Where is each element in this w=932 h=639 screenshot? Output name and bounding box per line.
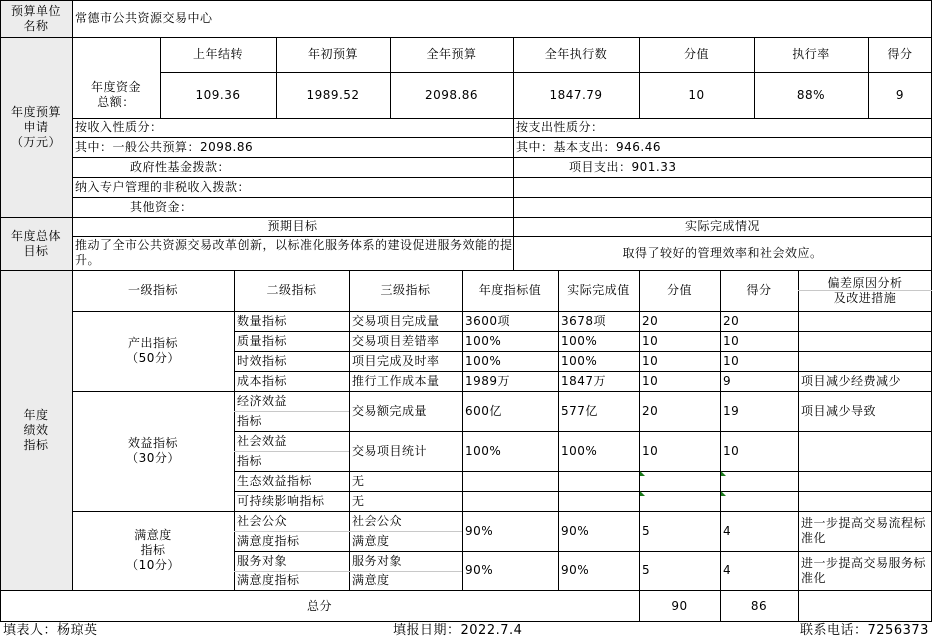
output-l2: 数量指标 — [237, 313, 288, 328]
cell-warning-marker — [640, 491, 645, 496]
service-actual: 90% — [561, 563, 590, 577]
public-value: 5 — [642, 523, 651, 538]
cell-warning-marker — [721, 491, 726, 496]
income-government-fund: 政府性基金拨款： — [130, 159, 231, 174]
budget-executed-value: 1847.79 — [549, 87, 603, 102]
footer-date: 填报日期：2022.7.4 — [393, 623, 523, 638]
expense-basic: 其中：基本支出：946.46 — [516, 139, 661, 154]
perf-header-deviation: 偏差原因分析 及改进措施 — [827, 275, 903, 305]
output-note: 项目减少经费减少 — [801, 373, 902, 388]
perf-header-actual: 实际完成值 — [567, 283, 630, 297]
perf-section-label: 年度 绩效 指标 — [0, 270, 72, 590]
expense-project: 项目支出：901.33 — [569, 159, 677, 174]
public-l3-line2: 满意度 — [352, 533, 390, 548]
public-l3-line1: 社会公众 — [352, 513, 403, 528]
output-l3: 项目完成及时率 — [352, 353, 440, 368]
economic-actual: 577亿 — [561, 403, 598, 418]
goals-section-label: 年度总体 目标 — [0, 217, 72, 270]
budget-header-carryover: 上年结转 — [192, 47, 243, 61]
economic-l2-line1: 经济效益 — [237, 393, 288, 408]
economic-score: 19 — [723, 403, 740, 418]
output-score: 9 — [723, 373, 732, 388]
output-value: 10 — [642, 333, 659, 348]
service-value: 5 — [642, 563, 651, 577]
cell-warning-marker — [640, 471, 645, 476]
budget-header-annual: 全年预算 — [426, 47, 477, 61]
output-actual: 100% — [561, 353, 598, 368]
social-value: 10 — [642, 443, 659, 458]
footer-phone: 联系电话：7256373 — [800, 623, 929, 638]
social-l2-line2: 指标 — [237, 453, 263, 468]
budget-header-execution-rate: 执行率 — [792, 47, 830, 61]
service-score: 4 — [723, 563, 732, 577]
budget-carryover-value: 109.36 — [195, 87, 241, 102]
unit-label: 预算单位 名称 — [0, 0, 72, 37]
public-l2-line1: 社会公众 — [237, 513, 288, 528]
output-actual: 1847万 — [561, 373, 607, 388]
budget-row-label: 年度资金 总额： — [90, 80, 141, 109]
perf-header-target: 年度指标值 — [478, 283, 542, 297]
social-target: 100% — [465, 443, 502, 458]
output-l3: 推行工作成本量 — [352, 373, 440, 388]
income-nontax: 纳入专户管理的非税收入拨款： — [75, 179, 251, 194]
output-score: 10 — [723, 333, 740, 348]
budget-header-initial: 年初预算 — [307, 47, 358, 61]
output-value: 10 — [642, 373, 659, 388]
social-l2-line1: 社会效益 — [237, 433, 288, 448]
total-value: 90 — [671, 598, 688, 613]
output-l3: 交易项目完成量 — [352, 313, 440, 328]
public-target: 90% — [465, 523, 494, 538]
output-target: 100% — [465, 333, 502, 348]
social-score: 10 — [723, 443, 740, 458]
perf-header-level3: 三级指标 — [380, 283, 431, 297]
output-l2: 成本指标 — [237, 373, 288, 388]
output-target: 100% — [465, 353, 502, 368]
output-target: 1989万 — [465, 373, 511, 388]
service-note: 进一步提高交易服务标准化 — [801, 555, 927, 585]
public-score: 4 — [723, 523, 732, 538]
output-actual: 3678项 — [561, 313, 607, 328]
sustainable-l2: 可持续影响指标 — [237, 493, 325, 508]
expense-title: 按支出性质分： — [516, 120, 604, 134]
public-l2-line2: 满意度指标 — [237, 533, 300, 548]
social-actual: 100% — [561, 443, 598, 458]
benefit-indicator-label: 效益指标 （30分） — [126, 436, 180, 465]
economic-note: 项目减少导致 — [801, 403, 877, 418]
output-score: 20 — [723, 313, 740, 328]
goals-expected-text: 推动了全市公共资源交易改革创新，以标准化服务体系的建设促进服务效能的提升。 — [75, 238, 513, 267]
output-l2: 时效指标 — [237, 353, 288, 368]
footer-filler: 填表人：杨琼英 — [3, 623, 98, 638]
budget-header-executed: 全年执行数 — [544, 47, 608, 61]
perf-header-level1: 一级指标 — [127, 283, 178, 297]
budget-section-label: 年度预算 申请 （万元） — [0, 37, 72, 217]
unit-name: 常德市公共资源交易中心 — [75, 11, 213, 25]
income-other: 其他资金： — [130, 199, 193, 214]
output-value: 20 — [642, 313, 659, 328]
budget-initial-value: 1989.52 — [306, 87, 360, 102]
output-score: 10 — [723, 353, 740, 368]
service-l3-line2: 满意度 — [352, 573, 390, 587]
budget-annual-value: 2098.86 — [424, 87, 479, 102]
service-l2-line2: 满意度指标 — [237, 573, 300, 587]
output-actual: 100% — [561, 333, 598, 348]
budget-execution-rate-value: 88% — [796, 87, 826, 102]
goals-actual-header: 实际完成情况 — [684, 219, 760, 233]
output-l3: 交易项目差错率 — [352, 333, 440, 348]
service-l3-line1: 服务对象 — [352, 553, 403, 568]
output-value: 10 — [642, 353, 659, 368]
income-title: 按收入性质分： — [75, 120, 163, 134]
perf-header-score: 得分 — [746, 283, 772, 297]
sustainable-l3: 无 — [352, 493, 365, 508]
goals-actual-text: 取得了较好的管理效率和社会效应。 — [622, 245, 823, 260]
total-label: 总分 — [306, 598, 332, 613]
budget-header-score: 得分 — [887, 47, 913, 61]
ecological-l2: 生态效益指标 — [237, 473, 313, 488]
output-target: 3600项 — [465, 313, 511, 328]
budget-header-score-value: 分值 — [683, 47, 709, 61]
economic-l3: 交易额完成量 — [352, 403, 428, 418]
budget-score-result: 9 — [895, 87, 905, 102]
cell-warning-marker — [721, 471, 726, 476]
perf-header-level2: 二级指标 — [266, 283, 317, 297]
public-actual: 90% — [561, 523, 590, 538]
economic-value: 20 — [642, 403, 659, 418]
goals-expected-header: 预期目标 — [267, 219, 318, 233]
public-note: 进一步提高交易流程标准化 — [801, 516, 927, 545]
output-l2: 质量指标 — [237, 333, 288, 348]
service-l2-line1: 服务对象 — [237, 553, 288, 568]
output-indicator-label: 产出指标 （50分） — [126, 336, 180, 365]
economic-target: 600亿 — [465, 403, 502, 418]
service-target: 90% — [465, 563, 494, 577]
budget-score-value: 10 — [688, 87, 705, 102]
income-general-budget: 其中：一般公共预算：2098.86 — [75, 139, 254, 154]
total-score: 86 — [750, 598, 768, 613]
economic-l2-line2: 指标 — [237, 413, 263, 428]
satisfaction-indicator-label: 满意度 指标 （10分） — [126, 528, 180, 572]
social-l3: 交易项目统计 — [352, 443, 428, 458]
perf-header-score-value: 分值 — [666, 283, 692, 297]
ecological-l3: 无 — [352, 473, 365, 488]
